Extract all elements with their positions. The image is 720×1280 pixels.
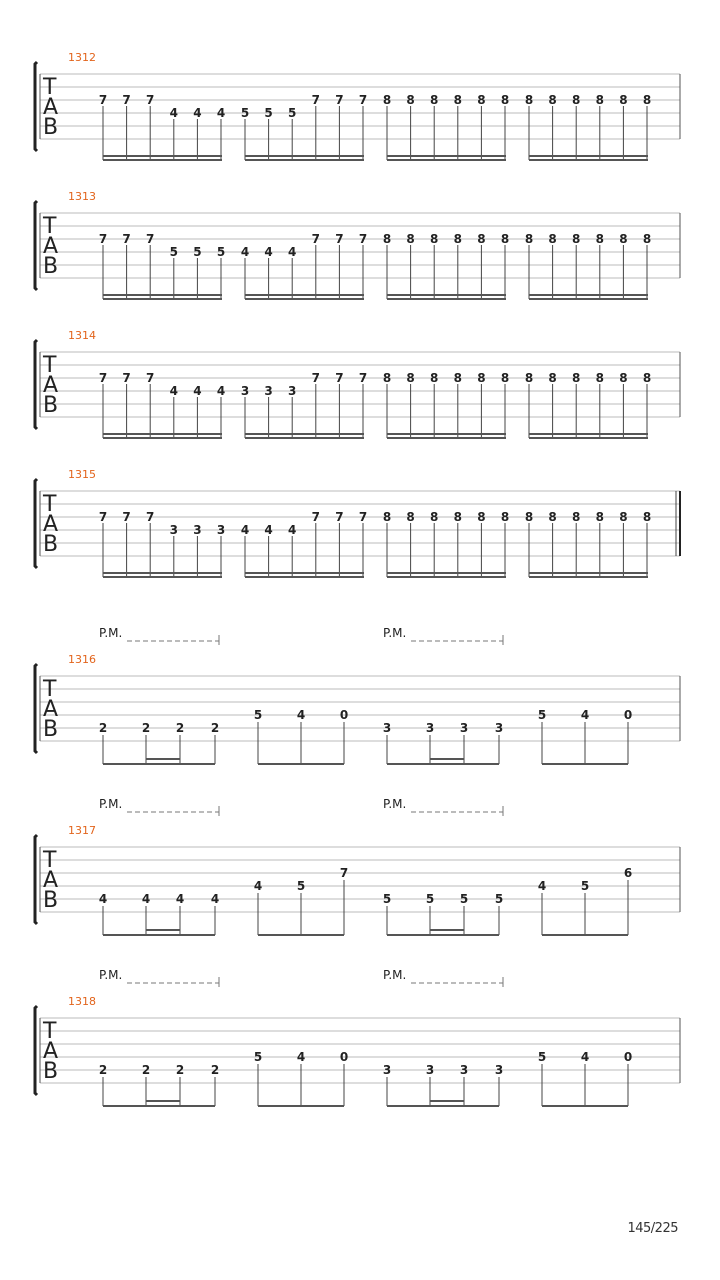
fret-number: 8: [642, 93, 652, 107]
measure-1315: [35, 468, 680, 577]
fret-number: 8: [595, 93, 604, 107]
fret-number: 8: [642, 371, 652, 385]
fret-number: 8: [572, 232, 581, 246]
tab-clef-t: T: [43, 677, 57, 702]
fret-number: 8: [406, 232, 415, 246]
tab-clef-a: A: [43, 868, 59, 893]
fret-number: 8: [572, 93, 581, 107]
fret-number: 5: [264, 106, 273, 120]
measure-number: 1312: [68, 51, 96, 64]
fret-number: 8: [548, 510, 557, 524]
fret-number: 5: [425, 892, 435, 906]
fret-number: 5: [193, 245, 202, 259]
fret-number: 7: [358, 232, 368, 246]
fret-number: 5: [240, 106, 250, 120]
fret-number: 8: [595, 232, 604, 246]
fret-number: 8: [500, 93, 510, 107]
measure-number: 1315: [68, 468, 96, 481]
staff-bracket: [35, 1006, 37, 1095]
fret-number: 4: [288, 523, 297, 537]
tab-clef-b: B: [43, 115, 59, 140]
fret-number: 5: [253, 708, 263, 722]
fret-number: 4: [240, 523, 250, 537]
fret-number: 8: [619, 510, 628, 524]
measure-number: 1318: [68, 995, 96, 1008]
fret-number: 4: [193, 106, 202, 120]
fret-number: 4: [210, 892, 220, 906]
fret-number: 8: [500, 371, 510, 385]
measure-1312: [35, 51, 680, 160]
fret-number: 3: [494, 1063, 504, 1077]
tab-clef-t: T: [43, 492, 57, 517]
palm-mute-label: P.M.: [99, 968, 123, 982]
fret-number: 3: [459, 721, 469, 735]
fret-number: 4: [98, 892, 108, 906]
fret-number: 8: [619, 232, 628, 246]
palm-mute-label: P.M.: [383, 626, 407, 640]
fret-number: 8: [430, 93, 439, 107]
fret-number: 2: [141, 1063, 151, 1077]
fret-number: 8: [477, 232, 486, 246]
fret-number: 8: [430, 232, 439, 246]
fret-number: 3: [425, 721, 435, 735]
fret-number: 8: [642, 232, 652, 246]
fret-number: 4: [580, 1050, 590, 1064]
fret-number: 4: [537, 879, 547, 893]
fret-number: 8: [572, 371, 581, 385]
measure-1317: [35, 797, 680, 935]
fret-number: 7: [122, 371, 131, 385]
fret-number: 7: [98, 93, 108, 107]
measure-1316: [35, 626, 680, 764]
tab-clef-a: A: [43, 1039, 59, 1064]
fret-number: 5: [169, 245, 178, 259]
fret-number: 6: [623, 866, 633, 880]
fret-number: 7: [335, 232, 344, 246]
fret-number: 8: [382, 510, 392, 524]
fret-number: 3: [425, 1063, 435, 1077]
fret-number: 4: [580, 708, 590, 722]
fret-number: 4: [169, 106, 178, 120]
fret-number: 7: [146, 510, 155, 524]
fret-number: 3: [288, 384, 297, 398]
measure-number: 1313: [68, 190, 96, 203]
tab-clef-a: A: [43, 95, 59, 120]
fret-number: 2: [98, 1063, 108, 1077]
palm-mute-label: P.M.: [383, 968, 407, 982]
fret-number: 8: [382, 93, 392, 107]
fret-number: 8: [619, 371, 628, 385]
fret-number: 2: [141, 721, 151, 735]
palm-mute-label: P.M.: [383, 797, 407, 811]
fret-number: 2: [175, 721, 185, 735]
fret-number: 2: [98, 721, 108, 735]
fret-number: 4: [169, 384, 178, 398]
fret-number: 5: [382, 892, 392, 906]
fret-number: 8: [430, 510, 439, 524]
fret-number: 7: [122, 510, 131, 524]
tab-clef-b: B: [43, 888, 59, 913]
fret-number: 4: [193, 384, 202, 398]
fret-number: 7: [122, 93, 131, 107]
fret-number: 8: [524, 510, 534, 524]
fret-number: 3: [216, 523, 226, 537]
fret-number: 2: [210, 721, 220, 735]
fret-number: 4: [216, 106, 226, 120]
fret-number: 4: [240, 245, 250, 259]
fret-number: 7: [335, 510, 344, 524]
measure-number: 1314: [68, 329, 96, 342]
staff-bracket: [35, 835, 37, 924]
fret-number: 5: [537, 1050, 547, 1064]
measure-1314: [35, 329, 680, 438]
fret-number: 4: [175, 892, 185, 906]
fret-number: 8: [572, 510, 581, 524]
fret-number: 4: [216, 384, 226, 398]
fret-number: 8: [595, 510, 604, 524]
tab-clef-b: B: [43, 254, 59, 279]
measure-number: 1317: [68, 824, 96, 837]
fret-number: 2: [175, 1063, 185, 1077]
fret-number: 8: [406, 93, 415, 107]
fret-number: 7: [146, 232, 155, 246]
fret-number: 8: [548, 371, 557, 385]
staff-bracket: [35, 201, 37, 290]
fret-number: 8: [406, 510, 415, 524]
palm-mute-label: P.M.: [99, 626, 123, 640]
tab-clef-a: A: [43, 697, 59, 722]
fret-number: 5: [296, 879, 306, 893]
tab-clef-t: T: [43, 75, 57, 100]
fret-number: 5: [288, 106, 297, 120]
fret-number: 7: [358, 371, 368, 385]
fret-number: 8: [500, 510, 510, 524]
palm-mute-label: P.M.: [99, 797, 123, 811]
fret-number: 7: [146, 371, 155, 385]
fret-number: 8: [477, 93, 486, 107]
fret-number: 8: [524, 93, 534, 107]
fret-number: 3: [193, 523, 202, 537]
fret-number: 3: [382, 1063, 392, 1077]
staff-bracket: [35, 664, 37, 753]
fret-number: 8: [619, 93, 628, 107]
page-indicator: 145/225: [627, 1221, 678, 1236]
fret-number: 5: [216, 245, 226, 259]
tab-clef-t: T: [43, 214, 57, 239]
fret-number: 7: [311, 232, 320, 246]
fret-number: 8: [453, 232, 462, 246]
tab-clef-t: T: [43, 353, 57, 378]
fret-number: 8: [453, 510, 462, 524]
tab-clef-t: T: [43, 1019, 57, 1044]
fret-number: 7: [358, 93, 368, 107]
fret-number: 4: [288, 245, 297, 259]
fret-number: 8: [642, 510, 652, 524]
tab-clef-a: A: [43, 512, 59, 537]
measure-number: 1316: [68, 653, 96, 666]
fret-number: 3: [240, 384, 250, 398]
fret-number: 8: [382, 371, 392, 385]
fret-number: 8: [430, 371, 439, 385]
fret-number: 3: [382, 721, 392, 735]
fret-number: 3: [264, 384, 273, 398]
fret-number: 3: [494, 721, 504, 735]
fret-number: 7: [311, 93, 320, 107]
fret-number: 8: [548, 232, 557, 246]
fret-number: 3: [169, 523, 178, 537]
fret-number: 4: [296, 1050, 306, 1064]
fret-number: 8: [453, 93, 462, 107]
fret-number: 0: [339, 1050, 349, 1064]
tab-clef-b: B: [43, 532, 59, 557]
fret-number: 7: [335, 93, 344, 107]
tab-clef-b: B: [43, 393, 59, 418]
fret-number: 8: [453, 371, 462, 385]
fret-number: 5: [537, 708, 547, 722]
fret-number: 5: [494, 892, 504, 906]
fret-number: 0: [623, 1050, 633, 1064]
fret-number: 4: [264, 523, 273, 537]
fret-number: 7: [358, 510, 368, 524]
staff-bracket: [35, 62, 37, 151]
fret-number: 8: [477, 371, 486, 385]
fret-number: 5: [580, 879, 590, 893]
fret-number: 7: [98, 510, 108, 524]
fret-number: 4: [296, 708, 306, 722]
fret-number: 5: [253, 1050, 263, 1064]
fret-number: 5: [459, 892, 469, 906]
fret-number: 7: [146, 93, 155, 107]
fret-number: 8: [500, 232, 510, 246]
fret-number: 8: [524, 232, 534, 246]
fret-number: 8: [524, 371, 534, 385]
fret-number: 0: [623, 708, 633, 722]
fret-number: 0: [339, 708, 349, 722]
fret-number: 4: [253, 879, 263, 893]
fret-number: 2: [210, 1063, 220, 1077]
fret-number: 8: [595, 371, 604, 385]
tab-clef-a: A: [43, 373, 59, 398]
fret-number: 7: [98, 232, 108, 246]
fret-number: 7: [339, 866, 349, 880]
fret-number: 8: [406, 371, 415, 385]
fret-number: 7: [122, 232, 131, 246]
fret-number: 4: [264, 245, 273, 259]
measure-1313: [35, 190, 680, 299]
measure-1318: [35, 968, 680, 1106]
fret-number: 7: [335, 371, 344, 385]
tab-clef-b: B: [43, 1059, 59, 1084]
tab-clef-a: A: [43, 234, 59, 259]
fret-number: 3: [459, 1063, 469, 1077]
tab-clef-t: T: [43, 848, 57, 873]
fret-number: 8: [477, 510, 486, 524]
fret-number: 8: [548, 93, 557, 107]
staff-bracket: [35, 479, 37, 568]
fret-number: 7: [98, 371, 108, 385]
tab-clef-b: B: [43, 717, 59, 742]
fret-number: 4: [141, 892, 151, 906]
fret-number: 8: [382, 232, 392, 246]
fret-number: 7: [311, 510, 320, 524]
staff-bracket: [35, 340, 37, 429]
fret-number: 7: [311, 371, 320, 385]
